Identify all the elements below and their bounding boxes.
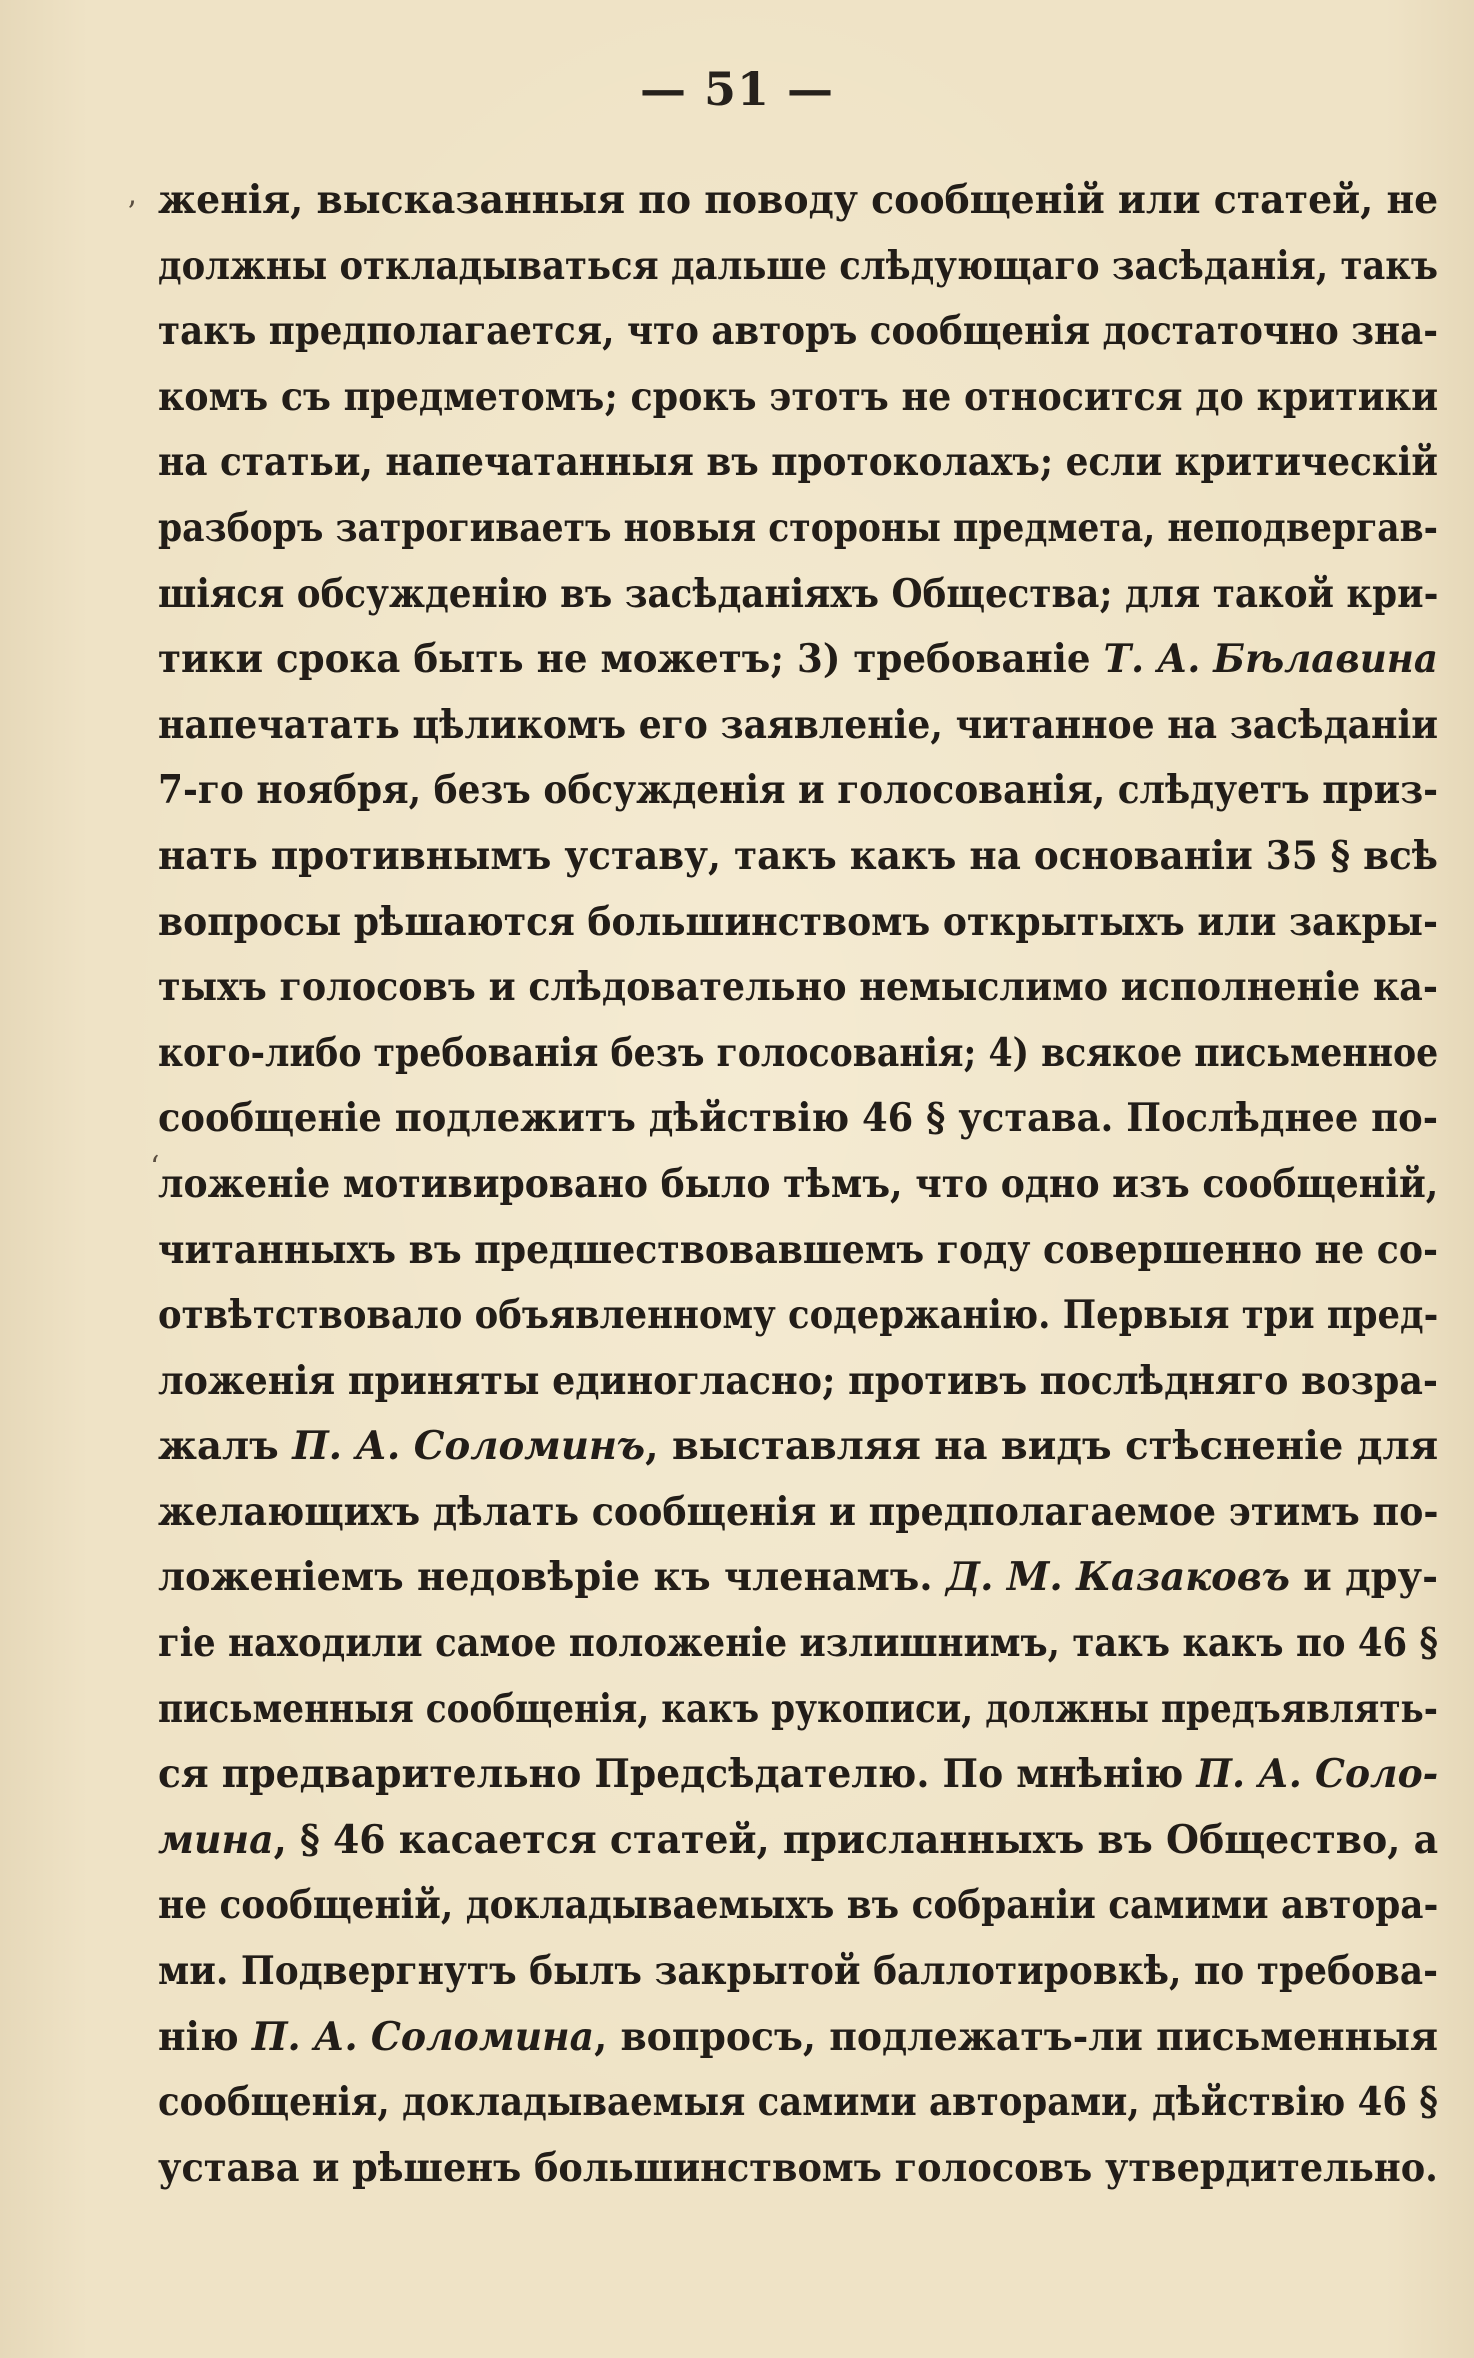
text-segment: разборъ затрогиваетъ новыя стороны предмета, неподвергав- — [158, 504, 1438, 551]
text-line — [158, 1939, 1438, 2005]
text-line — [158, 1545, 1438, 1611]
text-line — [158, 1873, 1438, 1939]
text-line — [158, 2005, 1438, 2071]
text-segment: комъ съ предметомъ; срокъ этотъ не относится до критики — [158, 373, 1438, 420]
text-segment: , выставляя на видъ стѣсненіе для — [645, 1423, 1438, 1470]
text-line — [158, 2070, 1438, 2136]
italic-name: П. А. Соломина — [251, 2013, 595, 2060]
text-segment: гіе находили самое положеніе излишнимъ, такъ какъ по 46 § — [158, 1620, 1438, 1667]
text-segment: напечатать цѣликомъ его заявленіе, читанное на засѣданіи — [158, 701, 1438, 748]
text-line — [158, 1677, 1438, 1743]
text-segment: тыхъ голосовъ и слѣдовательно немыслимо исполненіе ка- — [158, 964, 1438, 1011]
text-line — [158, 1021, 1438, 1087]
text-segment: тики срока быть не можетъ; 3) требованіе — [158, 636, 1104, 683]
text-line — [158, 1086, 1438, 1152]
italic-name: П. А. Соломинъ — [292, 1423, 646, 1470]
italic-name: Д. М. Казаковъ — [946, 1554, 1290, 1601]
text-segment: сообщеніе подлежитъ дѣйствію 46 § устава. Послѣднее по- — [158, 1095, 1438, 1142]
text-segment: такъ предполагается, что авторъ сообщенія достаточно зна- — [158, 308, 1438, 355]
body-text — [158, 168, 1438, 2201]
text-segment: , § 46 касается статей, присланныхъ въ Общество, а — [273, 1816, 1438, 1863]
text-line — [158, 824, 1438, 890]
text-segment: , вопросъ, подлежатъ-ли письменныя — [594, 2013, 1438, 2060]
text-segment: вопросы рѣшаются большинствомъ открытыхъ или закры- — [158, 898, 1438, 945]
text-segment: нію — [158, 2013, 252, 2060]
text-segment: ложеніе мотивировано было тѣмъ, что одно изъ сообщеній, — [158, 1160, 1438, 1207]
text-segment: шіяся обсужденію въ засѣданіяхъ Общества; для такой кри- — [158, 570, 1438, 617]
margin-mark: ʻ — [150, 1150, 160, 1185]
text-segment: 7-го ноября, безъ обсужденія и голосованія, слѣдуетъ приз- — [158, 767, 1438, 814]
text-line — [158, 1414, 1438, 1480]
text-segment: ложеніемъ недовѣріе къ членамъ. — [158, 1554, 947, 1601]
text-line — [158, 1283, 1438, 1349]
page-number: — 51 — — [639, 62, 835, 116]
text-segment: устава и рѣшенъ большинствомъ голосовъ утвердительно. — [158, 2144, 1438, 2191]
text-line — [158, 168, 1438, 234]
text-segment: ся предварительно Предсѣдателю. По мнѣнію — [158, 1751, 1197, 1798]
text-segment: женія, высказанныя по поводу сообщеній или статей, не — [158, 177, 1438, 223]
text-line — [158, 234, 1438, 300]
text-segment: и дру- — [1289, 1554, 1438, 1601]
text-segment: письменныя сообщенія, какъ рукописи, должны предъявлять- — [158, 1685, 1438, 1732]
text-line — [158, 1152, 1438, 1218]
text-line — [158, 1218, 1438, 1284]
text-line — [158, 1808, 1438, 1874]
text-line — [158, 1742, 1438, 1808]
text-line — [158, 890, 1438, 956]
text-line — [158, 1349, 1438, 1415]
text-line — [158, 758, 1438, 824]
text-segment: сообщенія, докладываемыя самими авторами, дѣйствію 46 § — [158, 2079, 1438, 2126]
text-line — [158, 627, 1438, 693]
text-line — [158, 1480, 1438, 1546]
text-line — [158, 2136, 1438, 2202]
text-segment: нать противнымъ уставу, такъ какъ на основаніи 35 § всѣ — [158, 832, 1438, 879]
text-segment: ми. Подвергнутъ былъ закрытой баллотировкѣ, по требова- — [158, 1948, 1438, 1995]
text-line — [158, 299, 1438, 365]
text-line — [158, 693, 1438, 759]
italic-name: П. А. Соло- — [1196, 1751, 1438, 1798]
text-line — [158, 496, 1438, 562]
italic-name: Т. А. Бѣлавина — [1103, 636, 1438, 683]
text-line — [158, 955, 1438, 1021]
text-segment: ложенія приняты единогласно; противъ послѣдняго возра- — [158, 1357, 1438, 1404]
text-line — [158, 562, 1438, 628]
text-segment: отвѣтствовало объявленному содержанію. Первыя три пред- — [158, 1292, 1438, 1339]
text-segment: должны откладываться дальше слѣдующаго засѣданія, такъ — [158, 242, 1438, 289]
text-segment: жалъ — [158, 1423, 293, 1470]
text-segment: читанныхъ въ предшествовавшемъ году совершенно не со- — [158, 1226, 1438, 1273]
text-line — [158, 1611, 1438, 1677]
text-segment: не сообщеній, докладываемыхъ въ собраніи самими автора- — [158, 1882, 1438, 1929]
text-segment: на статьи, напечатанныя въ протоколахъ; если критическій — [158, 439, 1438, 486]
text-segment: желающихъ дѣлать сообщенія и предполагаемое этимъ по- — [158, 1488, 1438, 1535]
margin-mark: ʼ — [126, 196, 136, 231]
text-segment: кого-либо требованія безъ голосованія; 4) всякое письменное — [158, 1029, 1438, 1076]
text-line — [158, 430, 1438, 496]
text-line — [158, 365, 1438, 431]
italic-name: мина — [158, 1816, 274, 1863]
